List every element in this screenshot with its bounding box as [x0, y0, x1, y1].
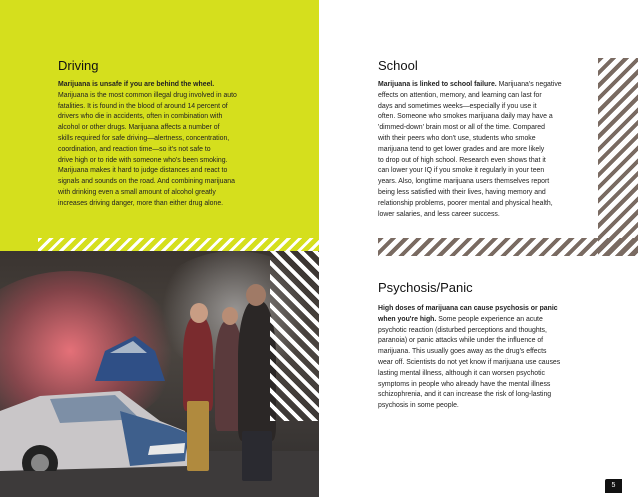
psychosis-body — [378, 304, 593, 412]
page-number: 5 — [605, 479, 622, 493]
school-line: days and sometimes weeks—especially if you use it — [378, 102, 537, 110]
school-line: to drop out of high school. Research even shows that it — [378, 156, 546, 164]
school-line: marijuana tend to get lower grades and are more likely — [378, 145, 545, 153]
driving-lead: Marijuana is unsafe if you are behind the wheel. — [58, 81, 215, 88]
psychosis-line: marijuana. This usually goes away as the drug's effects — [378, 348, 547, 356]
blue-car-image — [95, 331, 165, 391]
stripe-block-photo — [270, 251, 319, 421]
driving-line: Marijuana is the most common illegal drug involved in auto — [58, 91, 237, 99]
person-3-legs — [242, 431, 272, 481]
psychosis-line: wear off. Scientists do not yet know if marijuana use causes — [378, 358, 561, 366]
school-line: being less satisfied with their lives, having memory and — [378, 188, 546, 196]
school-line: relationship problems, poorer mental and physical health, — [378, 199, 553, 207]
psychosis-line: symptoms in people who already have the mental illness — [378, 380, 551, 388]
school-line: years. Also, longtime marijuana users themselves report — [378, 178, 550, 186]
driving-line: skills required for safe driving—alertness, concentration, — [58, 134, 230, 142]
psychosis-line: psychotic reaction (disturbed perceptions and thoughts, — [378, 326, 547, 334]
psychosis-line: paranoia) or panic attacks while under the influence of — [378, 337, 544, 345]
driving-line: coordination, and reaction time—so it's not safe to — [58, 145, 211, 153]
school-line: with their peers who don't use, students who smoke — [378, 134, 536, 142]
school-body — [378, 80, 593, 220]
person-2-head — [222, 307, 238, 325]
psychosis-lead-rest: Some people experience an acute — [436, 315, 543, 323]
driving-line: signals and sounds on the road. And combining marijuana — [58, 178, 235, 186]
psychosis-line: lasting mental illness, although it can worsen psychotic — [378, 369, 545, 377]
driving-line: increases driving danger, more than either drug alone. — [58, 199, 224, 207]
school-lead-rest: Marijuana's negative — [496, 81, 562, 88]
school-lead: Marijuana is linked to school failure. — [378, 81, 497, 88]
driving-line: fatalities. It is found in the blood of around 14 percent of — [58, 102, 228, 110]
psychosis-line: psychosis in some people. — [378, 402, 459, 410]
person-1-figure — [183, 316, 213, 411]
school-line: 'dimmed-down' brain most or all of the time. Compared — [378, 124, 545, 132]
driving-line: Marijuana makes it hard to judge distances and react to — [58, 167, 228, 175]
driving-heading: Driving — [58, 58, 99, 73]
psychosis-lead-2: when you're high. — [378, 315, 437, 323]
driving-line: drivers who die in accidents, often in combination with — [58, 113, 223, 121]
school-line: lower salaries, and less career success. — [378, 210, 500, 218]
driving-body — [58, 80, 288, 210]
psychosis-heading: Psychosis/Panic — [378, 280, 473, 295]
driving-line: alcohol or other drugs. Marijuana affects a number of — [58, 124, 220, 132]
psychosis-lead-1: High doses of marijuana can cause psychosis or panic — [378, 305, 558, 312]
person-1-head — [190, 303, 208, 323]
psychosis-line: schizophrenia, and it can increase the risk of long-lasting — [378, 391, 552, 399]
school-line: effects on attention, memory, and learning can last for — [378, 91, 542, 99]
stripe-frame-right — [598, 58, 638, 256]
school-heading: School — [378, 58, 418, 73]
person-3-head — [246, 284, 266, 306]
person-1-legs — [187, 401, 209, 471]
school-line: often. Someone who smokes marijuana daily may have a — [378, 113, 553, 121]
stripe-band-left — [38, 238, 319, 252]
driving-line: with drinking even a small amount of alcohol greatly — [58, 188, 216, 196]
stripe-frame-bottom — [378, 238, 638, 256]
driving-line: drive high or to ride with someone who's been smoking. — [58, 156, 228, 164]
school-line: can lower your IQ if you smoke it regularly in your teen — [378, 167, 545, 175]
